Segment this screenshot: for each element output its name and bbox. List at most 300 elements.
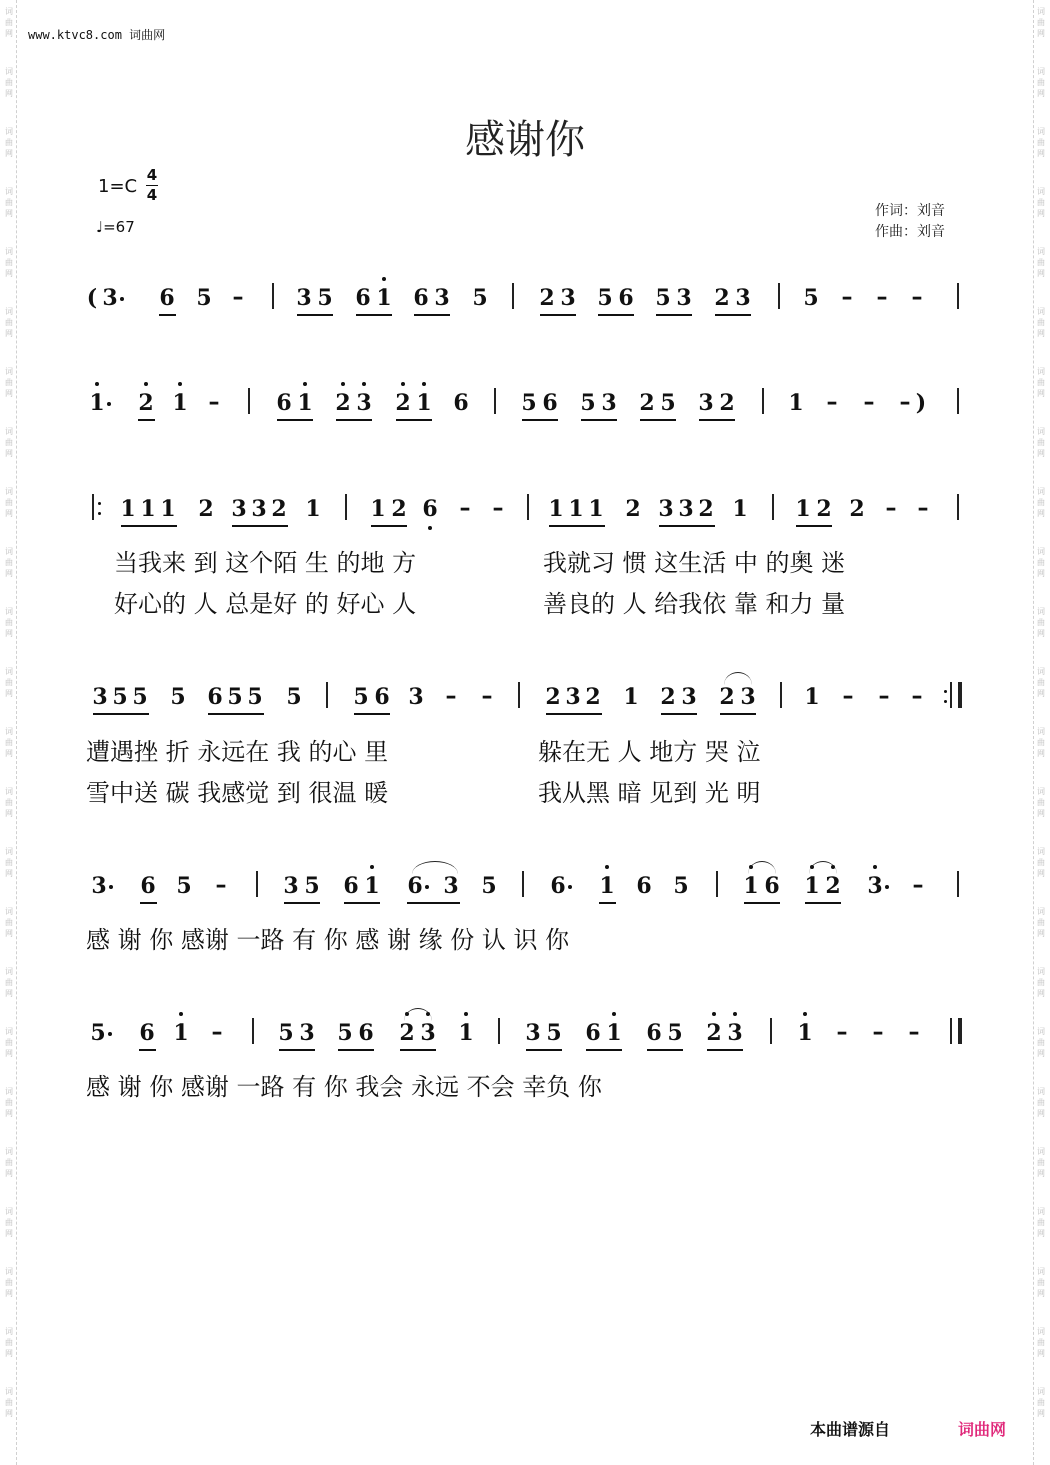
note: 5 xyxy=(803,285,819,311)
barline xyxy=(716,871,718,897)
note: 6 xyxy=(355,285,371,311)
lyric-line-3-verse1-b: 我就习 惯 这生活 中 的奥 迷 xyxy=(543,549,846,577)
note: 5 xyxy=(132,684,148,710)
barline xyxy=(256,871,258,897)
key-signature: 1=C xyxy=(98,176,138,197)
duration-dot xyxy=(108,1032,112,1036)
note: 5 xyxy=(353,684,369,710)
beam-underline xyxy=(354,713,390,715)
note: 1 xyxy=(160,496,176,522)
note: 1 xyxy=(458,1020,474,1046)
hold-dash: – xyxy=(445,684,457,709)
margin-watermark-text: 词 曲 网 xyxy=(1037,727,1045,758)
hold-dash: – xyxy=(911,684,923,709)
note: 2 xyxy=(816,496,832,522)
octave-dot xyxy=(733,1012,737,1016)
barline xyxy=(957,283,959,309)
margin-watermark-text: 词 曲 网 xyxy=(5,847,13,878)
barline xyxy=(527,494,529,520)
hold-dash: – xyxy=(917,496,929,521)
margin-watermark-text: 词 曲 网 xyxy=(1037,127,1045,158)
note: 5 xyxy=(481,873,497,899)
note: 2 xyxy=(639,390,655,416)
octave-dot xyxy=(382,277,386,281)
beam-underline xyxy=(279,1049,315,1051)
beam-underline xyxy=(400,1049,436,1051)
beam-underline xyxy=(208,713,264,715)
note: 3 xyxy=(251,496,267,522)
hold-dash: – xyxy=(899,390,911,415)
duration-dot xyxy=(885,885,889,889)
note: 3 xyxy=(102,285,118,311)
hold-dash: – xyxy=(826,390,838,415)
hold-dash: – xyxy=(211,1020,223,1045)
note: 1 xyxy=(416,390,432,416)
octave-dot xyxy=(341,382,345,386)
note: 6 xyxy=(453,390,469,416)
note: 2 xyxy=(391,496,407,522)
margin-watermark-text: 词 曲 网 xyxy=(1037,307,1045,338)
margin-watermark-text: 词 曲 网 xyxy=(1037,67,1045,98)
note: 6 xyxy=(207,684,223,710)
note: 5 xyxy=(597,285,613,311)
barline xyxy=(770,1018,772,1044)
octave-dot xyxy=(873,865,877,869)
margin-watermark-text: 词 曲 网 xyxy=(1037,1147,1045,1178)
source-url: www.ktvc8.com 词曲网 xyxy=(28,28,166,42)
note: 6 xyxy=(646,1020,662,1046)
octave-dot xyxy=(303,382,307,386)
beam-underline xyxy=(549,525,605,527)
note: 6 xyxy=(542,390,558,416)
margin-watermark-text: 词 曲 网 xyxy=(5,247,13,278)
note: 3 xyxy=(92,684,108,710)
lyric-line-4-verse1-a: 遭遇挫 折 永远在 我 的心 里 xyxy=(86,738,389,766)
margin-watermark-text: 词 曲 网 xyxy=(5,487,13,518)
note: 1 xyxy=(732,496,748,522)
note: 1 xyxy=(376,285,392,311)
beam-underline xyxy=(284,902,320,904)
note: 1 xyxy=(804,873,820,899)
hold-dash: – xyxy=(908,1020,920,1045)
note: 6 xyxy=(407,873,423,899)
note: 1 xyxy=(370,496,386,522)
beam-underline xyxy=(599,902,616,904)
note: 1 xyxy=(606,1020,622,1046)
margin-watermark-text: 词 曲 网 xyxy=(5,907,13,938)
margin-watermark-text: 词 曲 网 xyxy=(5,607,13,638)
barline xyxy=(92,494,94,520)
margin-watermark-text: 词 曲 网 xyxy=(5,7,13,38)
octave-dot xyxy=(428,526,432,530)
tie-arc xyxy=(724,672,752,685)
note: 3 xyxy=(91,873,107,899)
octave-dot xyxy=(95,382,99,386)
beam-underline xyxy=(598,314,634,316)
hold-dash: – xyxy=(841,285,853,310)
barline xyxy=(248,388,250,414)
margin-watermark-text: 词 曲 网 xyxy=(1037,967,1045,998)
hold-dash: – xyxy=(215,873,227,898)
margin-watermark-text: 词 曲 网 xyxy=(5,1327,13,1358)
beam-underline xyxy=(139,1049,156,1051)
duration-dot xyxy=(568,885,572,889)
barline xyxy=(957,494,959,520)
note: 5 xyxy=(472,285,488,311)
duration-dot xyxy=(107,402,111,406)
beam-underline xyxy=(338,1049,374,1051)
barline xyxy=(778,283,780,309)
tie-arc xyxy=(404,1008,432,1021)
note: 3 xyxy=(443,873,459,899)
note: 5 xyxy=(660,390,676,416)
barline xyxy=(780,682,782,708)
hold-dash: – xyxy=(492,496,504,521)
beam-underline xyxy=(661,713,697,715)
margin-watermark-text: 词 曲 网 xyxy=(5,727,13,758)
note: 5 xyxy=(580,390,596,416)
margin-watermark-text: 词 曲 网 xyxy=(1037,1207,1045,1238)
hold-dash: – xyxy=(878,684,890,709)
note: 3 xyxy=(867,873,883,899)
margin-watermark-text: 词 曲 网 xyxy=(1037,1387,1045,1418)
note: 1 xyxy=(172,390,188,416)
note: 3 xyxy=(231,496,247,522)
note: 6 xyxy=(139,1020,155,1046)
duration-dot xyxy=(109,885,113,889)
note: 2 xyxy=(849,496,865,522)
hold-dash: – xyxy=(885,496,897,521)
note: 2 xyxy=(706,1020,722,1046)
barline xyxy=(522,871,524,897)
note: 1 xyxy=(623,684,639,710)
tempo-marking: ♩=67 xyxy=(96,218,135,236)
note: 1 xyxy=(568,496,584,522)
lyricist-credit: 作词：刘音 xyxy=(875,203,945,219)
note: 3 xyxy=(420,1020,436,1046)
margin-watermark-text: 词 曲 网 xyxy=(1037,7,1045,38)
note: 6 xyxy=(585,1020,601,1046)
margin-watermark-text: 词 曲 网 xyxy=(5,187,13,218)
margin-watermark-text: 词 曲 网 xyxy=(1037,787,1045,818)
beam-underline xyxy=(396,419,432,421)
note: 6 xyxy=(140,873,156,899)
beam-underline xyxy=(581,419,617,421)
note: 3 xyxy=(299,1020,315,1046)
beam-underline xyxy=(140,902,157,904)
note: 2 xyxy=(825,873,841,899)
beam-underline xyxy=(93,713,149,715)
margin-watermark-text: 词 曲 网 xyxy=(1037,1087,1045,1118)
note: 5 xyxy=(247,684,263,710)
note: 5 xyxy=(227,684,243,710)
note: 5 xyxy=(546,1020,562,1046)
note: 3 xyxy=(681,684,697,710)
barline xyxy=(252,1018,254,1044)
note: 1 xyxy=(364,873,380,899)
margin-watermark-text: 词 曲 网 xyxy=(5,1147,13,1178)
margin-watermark-text: 词 曲 网 xyxy=(1037,847,1045,878)
note: 3 xyxy=(601,390,617,416)
margin-watermark-text: 词 曲 网 xyxy=(1037,247,1045,278)
duration-dot xyxy=(120,297,124,301)
beam-underline xyxy=(522,419,558,421)
note: 1 xyxy=(89,390,105,416)
note: 6 xyxy=(413,285,429,311)
note: 1 xyxy=(788,390,804,416)
note: 3 xyxy=(283,873,299,899)
beam-underline xyxy=(805,902,841,904)
lyric-line-4-verse2-a: 雪中送 碳 我感觉 到 很温 暖 xyxy=(86,779,389,807)
note: 6 xyxy=(636,873,652,899)
hold-dash: – xyxy=(208,390,220,415)
hold-dash: – xyxy=(872,1020,884,1045)
note: 5 xyxy=(286,684,302,710)
margin-watermark-text: 词 曲 网 xyxy=(1037,187,1045,218)
tie-arc xyxy=(412,861,458,874)
note: 2 xyxy=(395,390,411,416)
lyric-line-3-verse1-a: 当我来 到 这个陌 生 的地 方 xyxy=(114,549,417,577)
note: 5 xyxy=(196,285,212,311)
octave-dot xyxy=(370,865,374,869)
barline xyxy=(762,388,764,414)
note: 2 xyxy=(719,684,735,710)
paren: ( xyxy=(86,285,98,311)
note: 6 xyxy=(343,873,359,899)
beam-underline xyxy=(744,902,780,904)
note: 2 xyxy=(399,1020,415,1046)
beam-underline xyxy=(659,525,715,527)
duration-dot xyxy=(425,885,429,889)
note: 2 xyxy=(719,390,735,416)
note: 1 xyxy=(548,496,564,522)
note: 1 xyxy=(804,684,820,710)
margin-watermark-text: 词 曲 网 xyxy=(1037,667,1045,698)
octave-dot xyxy=(803,1012,807,1016)
note: 3 xyxy=(356,390,372,416)
margin-watermark-text: 词 曲 网 xyxy=(5,1087,13,1118)
note: 2 xyxy=(198,496,214,522)
note: 1 xyxy=(297,390,313,416)
beam-underline xyxy=(656,314,692,316)
note: 2 xyxy=(585,684,601,710)
note: 2 xyxy=(698,496,714,522)
margin-watermark-text: 词 曲 网 xyxy=(5,427,13,458)
margin-watermark-text: 词 曲 网 xyxy=(1037,1327,1045,1358)
barline xyxy=(494,388,496,414)
repeat-dot xyxy=(944,700,947,703)
note: 5 xyxy=(521,390,537,416)
margin-watermark-text: 词 曲 网 xyxy=(5,1267,13,1298)
hold-dash: – xyxy=(911,285,923,310)
hold-dash: – xyxy=(232,285,244,310)
margin-watermark-text: 词 曲 网 xyxy=(5,1207,13,1238)
hold-dash: – xyxy=(876,285,888,310)
note: 1 xyxy=(588,496,604,522)
margin-watermark-text: 词 曲 网 xyxy=(1037,487,1045,518)
octave-dot xyxy=(612,1012,616,1016)
song-title: 感谢你 xyxy=(465,117,585,163)
beam-underline xyxy=(540,314,576,316)
margin-watermark-text: 词 曲 网 xyxy=(5,787,13,818)
hold-dash: – xyxy=(836,1020,848,1045)
margin-watermark-text: 词 曲 网 xyxy=(1037,607,1045,638)
margin-watermark-text: 词 曲 网 xyxy=(1037,547,1045,578)
lyric-line-3-verse2-b: 善良的 人 给我依 靠 和力 量 xyxy=(543,590,846,618)
note: 5 xyxy=(112,684,128,710)
note: 3 xyxy=(565,684,581,710)
composer-credit: 作曲：刘音 xyxy=(875,224,945,240)
note: 5 xyxy=(673,873,689,899)
beam-underline xyxy=(707,1049,743,1051)
note: 2 xyxy=(545,684,561,710)
note: 5 xyxy=(337,1020,353,1046)
note: 6 xyxy=(422,496,438,522)
repeat-dot xyxy=(944,690,947,693)
margin-watermark-text: 词 曲 网 xyxy=(5,1027,13,1058)
lyric-line-4-verse1-b: 躲在无 人 地方 哭 泣 xyxy=(538,738,761,766)
octave-dot xyxy=(178,382,182,386)
barline xyxy=(957,871,959,897)
beam-underline xyxy=(414,314,450,316)
hold-dash: – xyxy=(842,684,854,709)
beam-underline xyxy=(371,525,407,527)
lyric-line-3-verse2-a: 好心的 人 总是好 的 好心 人 xyxy=(114,590,417,618)
lyric-line-6: 感 谢 你 感谢 一路 有 你 我会 永远 不会 幸负 你 xyxy=(86,1073,602,1101)
margin-watermark-text: 词 曲 网 xyxy=(5,967,13,998)
octave-dot xyxy=(401,382,405,386)
quarter-note-icon: ♩ xyxy=(96,218,104,236)
barline xyxy=(957,388,959,414)
note: 6 xyxy=(276,390,292,416)
margin-watermark-text: 词 曲 网 xyxy=(5,367,13,398)
note: 1 xyxy=(305,496,321,522)
beam-underline xyxy=(715,314,751,316)
note: 1 xyxy=(795,496,811,522)
barline xyxy=(950,682,962,708)
note: 1 xyxy=(743,873,759,899)
margin-watermark-text: 词 曲 网 xyxy=(1037,427,1045,458)
octave-dot xyxy=(362,382,366,386)
beam-underline xyxy=(796,525,832,527)
note: 1 xyxy=(140,496,156,522)
margin-watermark-text: 词 曲 网 xyxy=(5,127,13,158)
note: 5 xyxy=(170,684,186,710)
octave-dot xyxy=(144,382,148,386)
note: 3 xyxy=(296,285,312,311)
note: 5 xyxy=(90,1020,106,1046)
beam-underline xyxy=(356,314,392,316)
margin-watermark-text: 词 曲 网 xyxy=(5,1387,13,1418)
note: 5 xyxy=(655,285,671,311)
note: 2 xyxy=(138,390,154,416)
barline xyxy=(272,283,274,309)
repeat-dot xyxy=(98,512,101,515)
margin-watermark-text: 词 曲 网 xyxy=(5,667,13,698)
barline xyxy=(326,682,328,708)
margin-watermark-text: 词 曲 网 xyxy=(5,67,13,98)
note: 6 xyxy=(550,873,566,899)
octave-dot xyxy=(464,1012,468,1016)
note: 1 xyxy=(173,1020,189,1046)
beam-underline xyxy=(586,1049,622,1051)
barline xyxy=(950,1018,962,1044)
beam-underline xyxy=(232,525,288,527)
beam-underline xyxy=(297,314,333,316)
note: 2 xyxy=(714,285,730,311)
beam-underline xyxy=(407,902,460,904)
lyric-line-5: 感 谢 你 感谢 一路 有 你 感 谢 缘 份 认 识 你 xyxy=(86,926,570,954)
octave-dot xyxy=(605,865,609,869)
note: 6 xyxy=(764,873,780,899)
note: 1 xyxy=(120,496,136,522)
note: 2 xyxy=(271,496,287,522)
beam-underline xyxy=(159,314,176,316)
note: 3 xyxy=(658,496,674,522)
note: 1 xyxy=(797,1020,813,1046)
note: 6 xyxy=(374,684,390,710)
margin-watermark-text: 词 曲 网 xyxy=(5,307,13,338)
beam-underline xyxy=(277,419,313,421)
margin-watermark-text: 词 曲 网 xyxy=(5,547,13,578)
note: 3 xyxy=(676,285,692,311)
margin-watermark-text: 词 曲 网 xyxy=(1037,1267,1045,1298)
octave-dot xyxy=(422,382,426,386)
beam-underline xyxy=(121,525,177,527)
hold-dash: – xyxy=(912,873,924,898)
beam-underline xyxy=(640,419,676,421)
tie-arc xyxy=(809,861,837,874)
note: 2 xyxy=(625,496,641,522)
note: 3 xyxy=(560,285,576,311)
hold-dash: – xyxy=(481,684,493,709)
beam-underline xyxy=(138,419,155,421)
note: 5 xyxy=(176,873,192,899)
hold-dash: – xyxy=(459,496,471,521)
beam-underline xyxy=(526,1049,562,1051)
note: 5 xyxy=(278,1020,294,1046)
note: 2 xyxy=(660,684,676,710)
margin-watermark-text: 词 曲 网 xyxy=(1037,367,1045,398)
footer-site-link[interactable]: 词曲网 xyxy=(958,1420,1007,1439)
note: 3 xyxy=(525,1020,541,1046)
margin-watermark-text: 词 曲 网 xyxy=(1037,1027,1045,1058)
paren: ) xyxy=(915,390,927,416)
barline xyxy=(518,682,520,708)
beam-underline xyxy=(336,419,372,421)
beam-underline xyxy=(344,902,380,904)
note: 3 xyxy=(698,390,714,416)
barline xyxy=(512,283,514,309)
note: 6 xyxy=(618,285,634,311)
barline xyxy=(345,494,347,520)
hold-dash: – xyxy=(863,390,875,415)
note: 3 xyxy=(434,285,450,311)
margin-watermark-text: 词 曲 网 xyxy=(1037,907,1045,938)
time-signature: 4 4 xyxy=(146,166,158,204)
tie-arc xyxy=(748,861,776,874)
note: 3 xyxy=(678,496,694,522)
note: 3 xyxy=(735,285,751,311)
beam-underline xyxy=(699,419,735,421)
octave-dot xyxy=(179,1012,183,1016)
octave-dot xyxy=(712,1012,716,1016)
beam-underline xyxy=(647,1049,683,1051)
note: 6 xyxy=(159,285,175,311)
note: 3 xyxy=(727,1020,743,1046)
note: 1 xyxy=(599,873,615,899)
lyric-line-4-verse2-b: 我从黑 暗 见到 光 明 xyxy=(538,779,761,807)
